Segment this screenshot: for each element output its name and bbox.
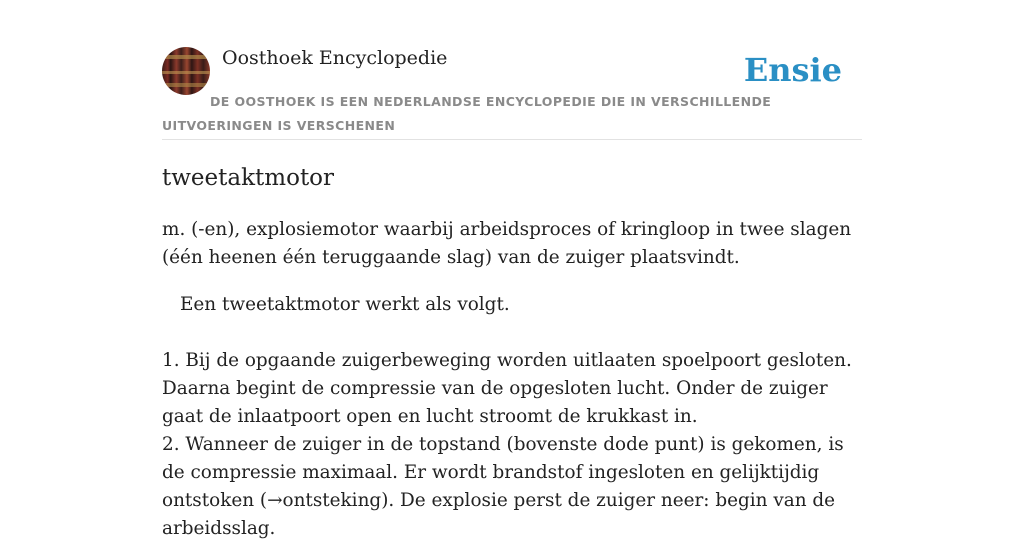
entry-step-2 bbox=[162, 431, 862, 543]
avatar-band bbox=[162, 71, 210, 74]
entry-definition: m. (-en), explosiemotor waarbij arbeidsproces of kringloop in twee slagen (één heenen één teruggaande slag) van de zuiger plaatsvindt. bbox=[162, 219, 852, 268]
header-divider bbox=[162, 139, 862, 140]
source-title[interactable]: Oosthoek Encyclopedie bbox=[222, 47, 448, 69]
source-tagline: DE OOSTHOEK IS EEN NEDERLANDSE ENCYCLOPEDIE DIE IN VERSCHILLENDE UITVOERINGEN IS VERSCHENEN bbox=[162, 94, 772, 133]
avatar-band bbox=[162, 55, 210, 59]
entry-step-2-text-end: ). De explosie perst de zuiger neer: begin van de arbeidsslag. bbox=[162, 490, 836, 539]
entry-headword: tweetaktmotor bbox=[162, 165, 335, 191]
page-container bbox=[162, 0, 862, 539]
entry-step-2-text: 2. Wanneer de zuiger in de topstand (bovenste dode punt) is gekomen, is de compressie maximaal. Er wordt brandstof ingesloten en gelijktijdig ontstoken ( bbox=[162, 434, 844, 511]
site-header bbox=[162, 0, 862, 140]
ensie-logo[interactable]: Ensie bbox=[743, 51, 842, 89]
ontsteking-link[interactable]: →ontsteking bbox=[267, 490, 382, 511]
entry-step-1: 1. Bij de opgaande zuigerbeweging worden uitlaaten spoelpoort gesloten. Daarna begint de compressie van de opgesloten lucht. Onder de zuiger gaat de inlaatpoort open en lucht stroomt de krukkast in. bbox=[162, 350, 852, 427]
entry-body bbox=[162, 216, 862, 543]
avatar-band bbox=[162, 83, 210, 87]
entry-lead: Een tweetaktmotor werkt als volgt. bbox=[180, 294, 510, 315]
encyclopedia-avatar[interactable] bbox=[162, 47, 210, 95]
